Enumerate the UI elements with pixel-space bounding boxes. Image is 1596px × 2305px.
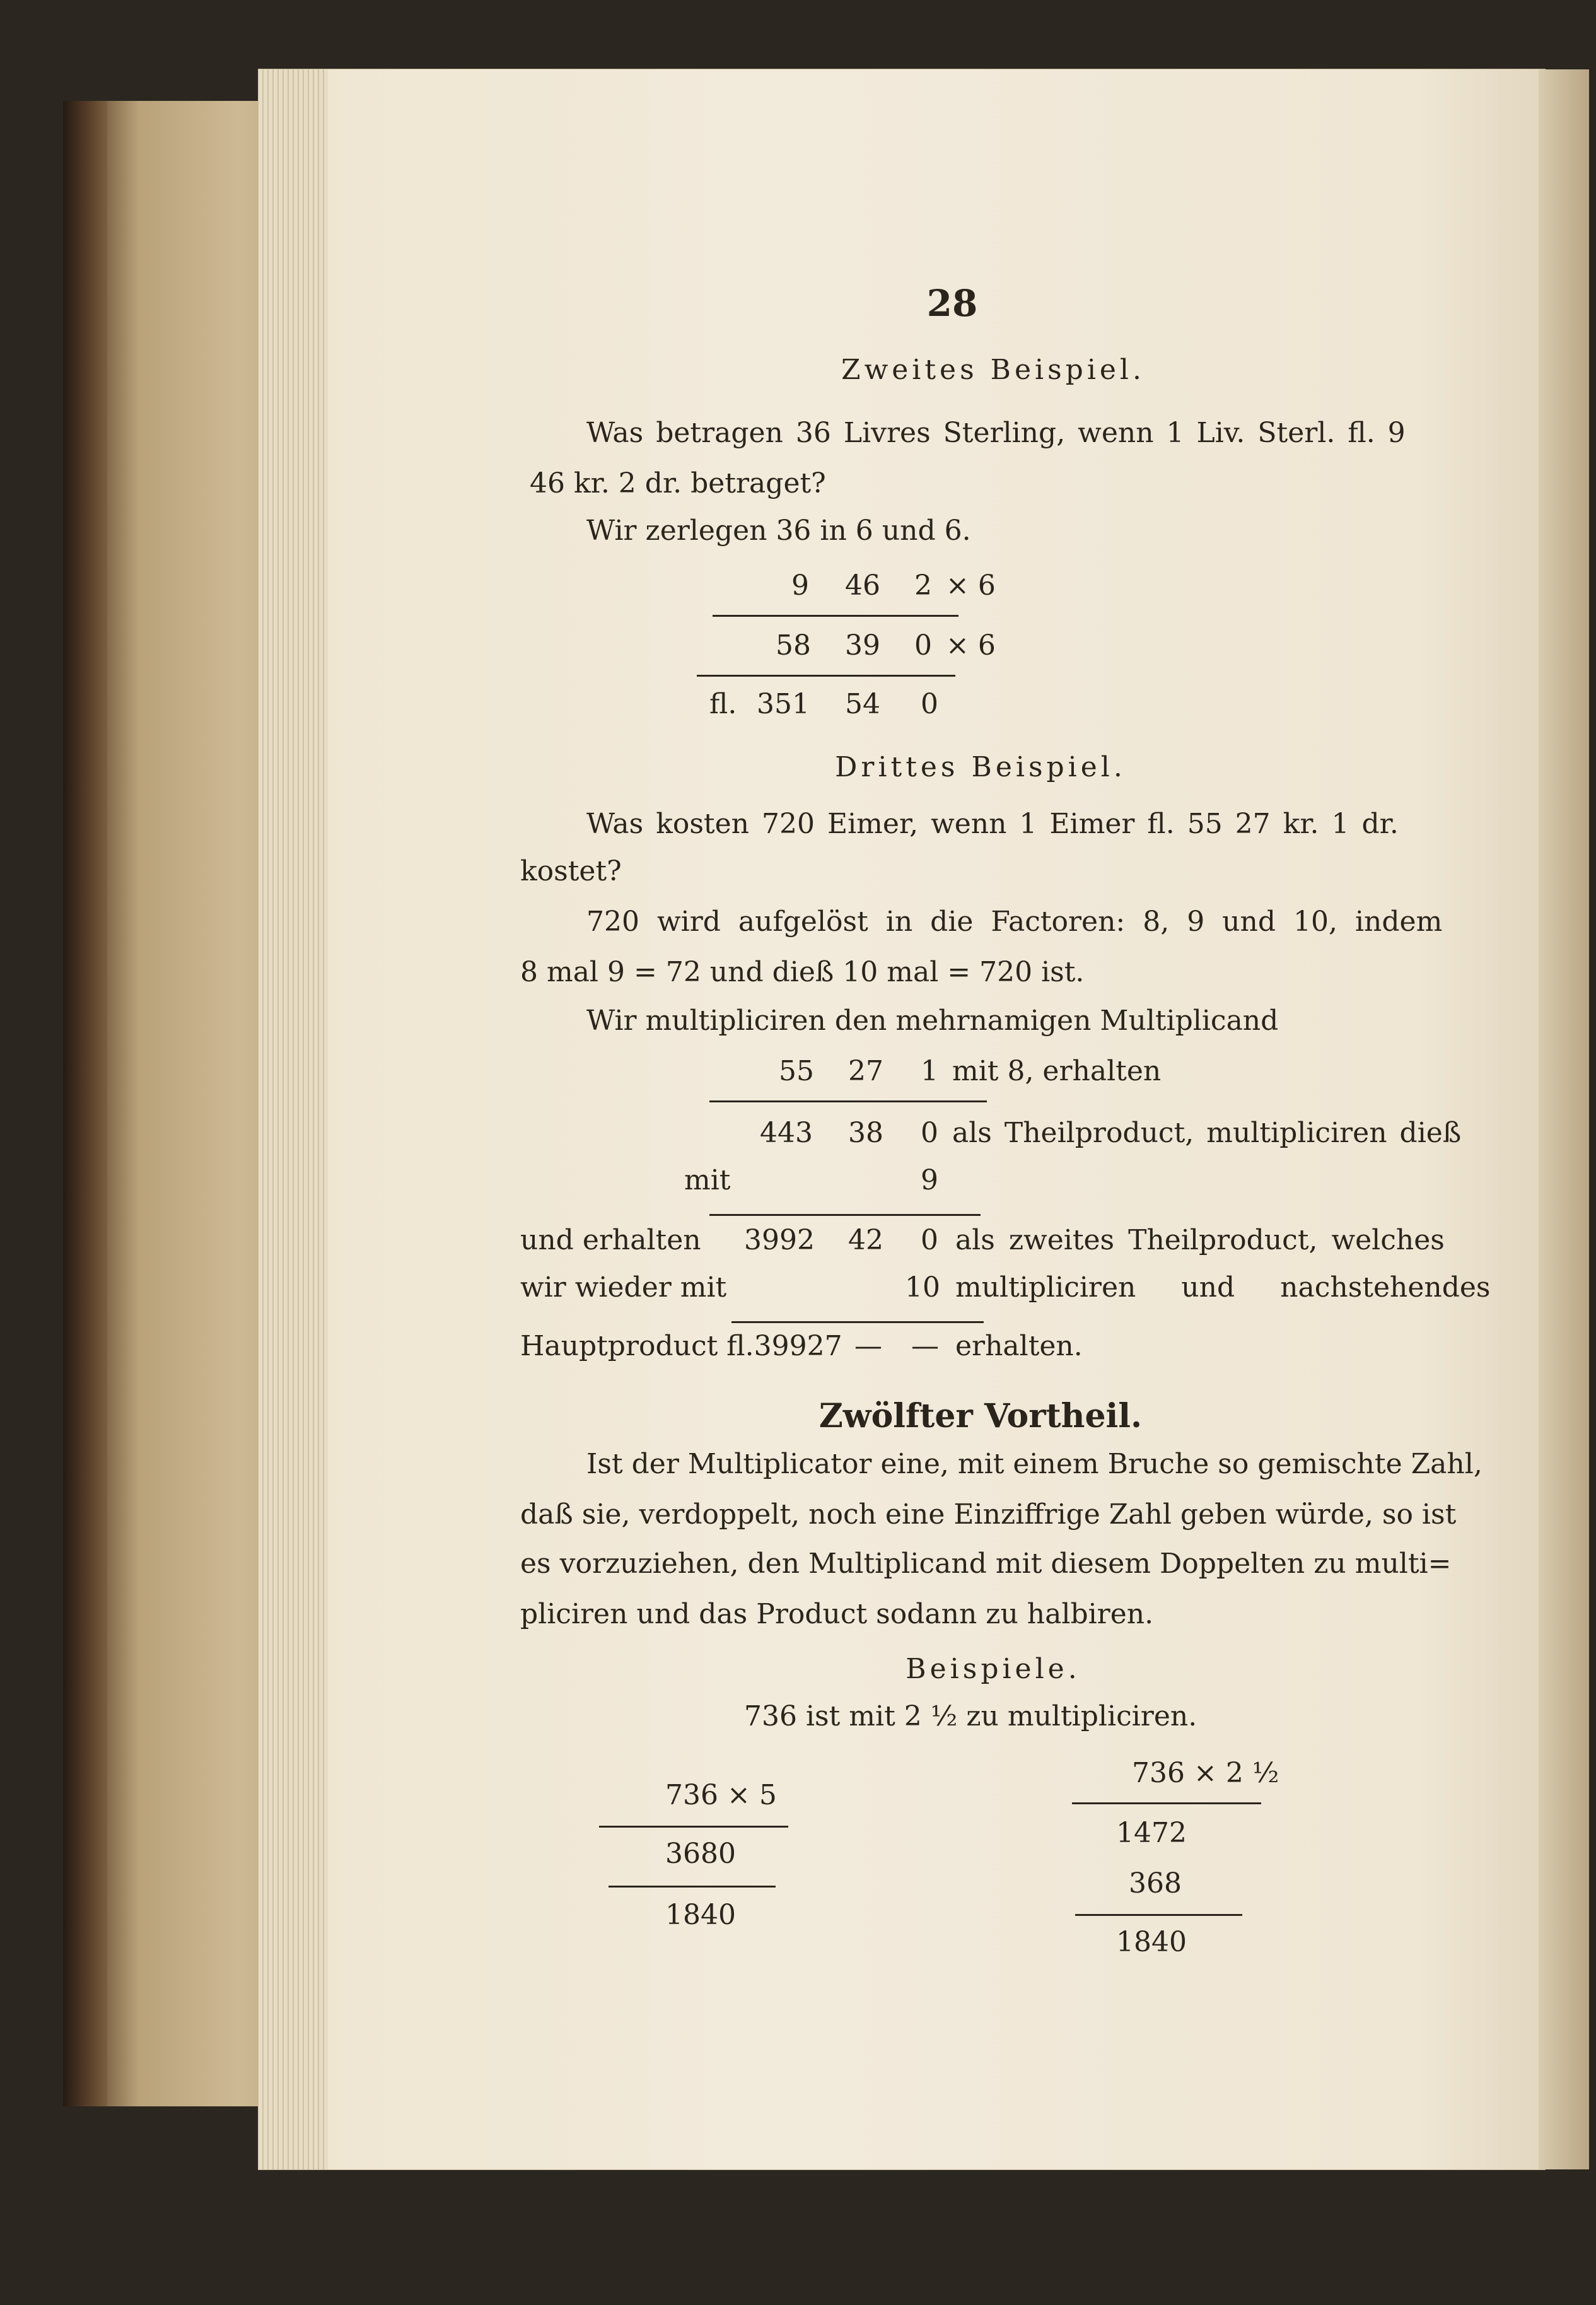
ex3-row3-value: 9 <box>921 1164 938 1196</box>
left-calc-row-3: 1840 <box>665 1899 736 1931</box>
ex2-row1-dr: 2 <box>914 569 932 602</box>
ex2-row1-mult: × 6 <box>946 569 996 602</box>
right-calc-rule-2 <box>1075 1914 1242 1916</box>
ex3-row4-fl: 3992 <box>744 1224 815 1256</box>
v12-task: 736 ist mit 2 ½ zu multipliciren. <box>744 1700 1197 1732</box>
ex3-row1-text: mit 8, erhalten <box>952 1055 1162 1087</box>
ex3-rule-2 <box>709 1214 981 1216</box>
example-2-question-line-1: Was betragen 36 Livres Sterling, wenn 1 Liv. Sterl. fl. 9 <box>586 417 1406 449</box>
ex3-row5-label: wir wieder mit <box>520 1271 727 1304</box>
example-2-heading: Zweites Beispiel. <box>841 354 1145 386</box>
ex3-row1-kr: 27 <box>848 1055 883 1087</box>
ex2-rule-2 <box>697 675 955 677</box>
ex2-row3-dr: 0 <box>921 688 938 720</box>
ex2-row3-unit: fl. <box>709 688 737 720</box>
ex3-rule-1 <box>709 1100 987 1102</box>
ex3-row1-fl: 55 <box>779 1055 814 1087</box>
example-3-question-line-1: Was kosten 720 Eimer, wenn 1 Eimer fl. 55 27 kr. 1 dr. <box>586 808 1399 840</box>
example-3-heading: Drittes Beispiel. <box>835 751 1126 783</box>
ex2-row3-fl: 351 <box>757 688 810 720</box>
example-3-para-line-3: Wir multipliciren den mehrnamigen Multiplicand <box>586 1005 1279 1037</box>
example-3-question-line-2: kostet? <box>520 855 622 887</box>
ex3-row6-dash-1: — <box>854 1330 882 1362</box>
ex3-row4-kr: 42 <box>848 1224 883 1256</box>
ex3-row4-dr: 0 <box>921 1224 938 1256</box>
ex3-row6-label: Hauptproduct fl.39927 <box>520 1330 842 1362</box>
ex3-row6-dash-2: — <box>911 1330 939 1362</box>
ex3-row2-kr: 38 <box>848 1117 883 1149</box>
page-number: 28 <box>926 282 978 325</box>
ex3-row3-label: mit <box>684 1164 731 1196</box>
right-calc-rule-1 <box>1072 1802 1261 1804</box>
v12-line-2: daß sie, verdoppelt, noch eine Einziffrige Zahl geben würde, so ist <box>520 1498 1457 1531</box>
ex3-row2-dr: 0 <box>921 1117 938 1149</box>
ex3-row1-dr: 1 <box>921 1055 938 1087</box>
left-calc-row-1: 736 × 5 <box>665 1779 777 1811</box>
ex3-rule-3 <box>731 1321 984 1323</box>
book-spine <box>63 101 107 2106</box>
v12-line-4: pliciren und das Product sodann zu halbiren. <box>520 1598 1154 1630</box>
right-calc-row-2: 1472 <box>1116 1817 1187 1849</box>
left-calc-rule-2 <box>609 1886 776 1888</box>
example-3-para-line-2: 8 mal 9 = 72 und dieß 10 mal = 720 ist. <box>520 956 1085 988</box>
ex2-row2-kr: 39 <box>845 629 880 662</box>
ex3-row6-text: erhalten. <box>955 1330 1083 1362</box>
ex2-row3-kr: 54 <box>845 688 880 720</box>
ex2-row1-kr: 46 <box>845 569 880 602</box>
ex2-rule-1 <box>713 615 958 617</box>
ex3-row2-fl: 443 <box>760 1117 813 1149</box>
ex3-row4-label: und erhalten <box>520 1224 701 1256</box>
right-calc-row-4: 1840 <box>1116 1926 1187 1958</box>
ex2-row2-dr: 0 <box>914 629 932 662</box>
ex2-row1-fl: 9 <box>791 569 809 602</box>
v12-subheading: Beispiele. <box>906 1653 1081 1685</box>
example-2-question-line-2: 46 kr. 2 dr. betraget? <box>530 467 826 499</box>
example-2-statement: Wir zerlegen 36 in 6 und 6. <box>586 515 971 547</box>
left-calc-row-2: 3680 <box>665 1838 736 1870</box>
ex3-row4-text: als zweites Theilproduct, welches <box>955 1224 1445 1256</box>
v12-line-1: Ist der Multiplicator eine, mit einem Bruche so gemischte Zahl, <box>586 1448 1482 1480</box>
right-calc-row-3: 368 <box>1129 1867 1182 1899</box>
ex3-row2-text: als Theilproduct, multipliciren dieß <box>952 1117 1462 1149</box>
left-calc-rule-1 <box>599 1826 788 1828</box>
page-edges <box>259 69 328 2169</box>
ex2-row2-fl: 58 <box>776 629 811 662</box>
v12-line-3: es vorzuziehen, den Multiplicand mit diesem Doppelten zu multi= <box>520 1548 1452 1580</box>
ex3-row5-text: multipliciren und nachstehendes <box>955 1271 1491 1304</box>
ex2-row2-mult: × 6 <box>946 629 996 662</box>
section-heading: Zwölfter Vortheil. <box>818 1397 1143 1435</box>
right-calc-row-1: 736 × 2 ½ <box>1132 1757 1279 1789</box>
page-gutter <box>1539 69 1589 2169</box>
ex3-row5-value: 10 <box>905 1271 940 1304</box>
example-3-para-line-1: 720 wird aufgelöst in die Factoren: 8, 9 und 10, indem <box>586 906 1443 938</box>
